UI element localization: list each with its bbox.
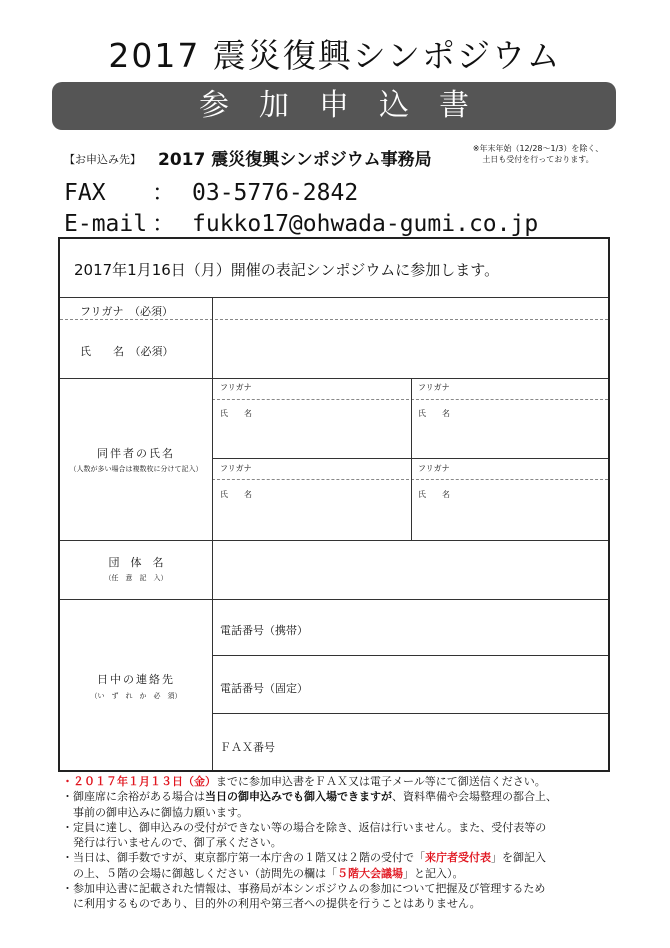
form-intro: 2017年1月16日（月）開催の表記シンポジウムに参加します。 [74,261,500,279]
phone-divider [212,655,608,656]
note-2 [62,789,618,804]
note-2-cont: 事前の御申込みに御協力願います。 [62,805,249,819]
destination-label: 【お申込み先】 [64,153,141,166]
note-2b: 当日の御申込みでも御入場できますが [205,790,392,804]
note-1-text: までに参加申込書をＦＡＸ又は電子メール等にて御送信ください。 [216,775,546,788]
companion-furigana-dashed [212,399,608,400]
application-form [58,237,610,772]
email-line [64,205,538,238]
note-4 [62,850,618,865]
companion3-name: 氏 名 [220,490,252,499]
daytime-contact-label: 日中の連絡先 [97,673,175,686]
org-sub: （任 意 記 入） [104,574,168,582]
page-title: 2017 震災復興シンポジウム [108,36,562,75]
companions-label: 同伴者の氏名 [97,447,175,460]
divider [60,297,608,298]
phone-divider [212,713,608,714]
email-value: fukko17@ohwada-gumi.co.jp [192,211,539,237]
note-1 [62,774,618,789]
note-3-cont: 発行は行いませんので、御了承ください。 [62,836,282,850]
destination-name: 2017 震災復興シンポジウム事務局 [158,150,432,170]
companion2-name: 氏 名 [418,409,450,418]
furigana-dashed-divider [60,319,608,320]
email-colon: ： [152,211,175,237]
furigana-label: フリガナ （必須） [80,305,173,318]
note-2c: 、資料準備や会場整理の都合上、 [392,790,557,804]
destination-note [458,143,618,165]
deadline-date: ２０１７年１月１３日（金） [73,775,216,788]
notes [62,774,618,912]
name-label: 氏 名 （必須） [80,345,174,358]
note-4c: 」を御記入 [491,851,546,865]
fax-value: 03-5776-2842 [192,180,359,206]
companion1-furigana: フリガナ [220,383,252,392]
note-4-cont [62,866,618,881]
phone-mobile-label: 電話番号（携帯） [220,624,308,637]
destination-note-line1: ※年末年始（12/28～1/3）を除く、 [472,144,604,153]
note-5-cont: に利用するものであり、目的外の利用や第三者への提供を行うことはありません。 [62,897,481,911]
companion2-furigana: フリガナ [418,383,450,392]
note-5: ・参加申込書に記載された情報は、事務局が本シンポジウムの参加について把握及び管理するため [62,882,546,896]
org-label: 団 体 名 [108,556,164,569]
companion3-furigana: フリガナ [220,464,252,473]
companions-sub: （人数が多い場合は複数枚に分けて記入） [69,465,203,473]
companion-column-divider [411,378,412,540]
divider [60,599,608,600]
fax-colon: ： [152,180,175,206]
label-column-divider [212,297,213,770]
note-3: ・定員に達し、御申込みの受付ができない等の場合を除き、返信は行いません。また、受付表等の [62,820,547,834]
companion4-furigana: フリガナ [418,464,450,473]
note-4d: の上、５階の会場に御越しください（訪問先の欄は「 [62,866,337,880]
divider [60,378,608,379]
divider [60,540,608,541]
note-4f: 」と記入）。 [403,866,464,880]
companion-furigana-dashed [212,479,608,480]
note-bullet: ・ [62,775,73,788]
fax-line [64,174,358,207]
fax-number-label: ＦＡＸ番号 [220,741,275,754]
venue-name: ５階大会議場 [337,866,403,880]
note-2a: ・御座席に余裕がある場合は [62,790,205,804]
note-4a: ・当日は、御手数ですが、東京都庁第一本庁舎の１階又は２階の受付で「 [62,851,425,865]
phone-fixed-label: 電話番号（固定） [220,682,308,695]
daytime-contact-sub: （い ず れ か 必 須） [90,692,182,700]
fax-label: FAX [64,180,106,206]
companion4-name: 氏 名 [418,490,450,499]
visitor-form-name: 来庁者受付表 [425,851,491,865]
email-label: E-mail [64,211,148,237]
form-banner: 参加申込書 [52,82,616,130]
destination-note-line2: 土日も受付を行っております。 [482,155,594,164]
companion-divider [212,458,608,459]
companion1-name: 氏 名 [220,409,252,418]
